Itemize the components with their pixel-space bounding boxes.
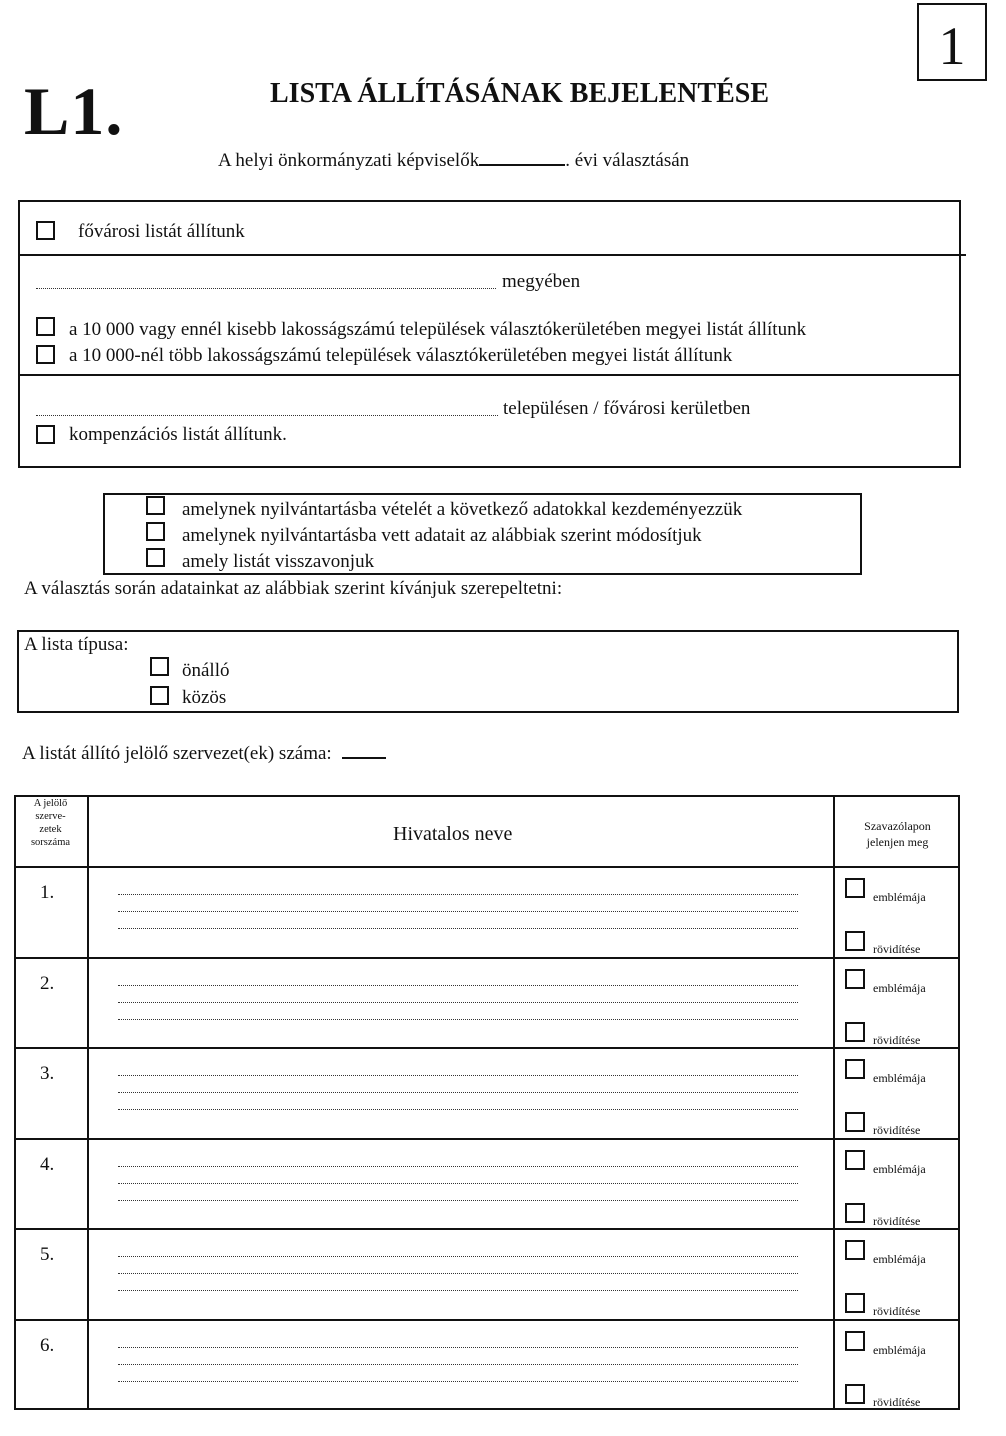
emblem-checkbox[interactable] <box>845 1331 865 1351</box>
row-number: 4. <box>40 1153 55 1175</box>
settlement-name-field[interactable] <box>36 415 498 416</box>
abbreviation-label: rövidítése <box>873 942 921 956</box>
official-name-line[interactable] <box>118 1092 798 1093</box>
official-name-line[interactable] <box>118 1364 798 1365</box>
compensation-label: kompenzációs listát állítunk. <box>69 424 287 445</box>
abbreviation-checkbox[interactable] <box>845 1112 865 1132</box>
modify-label: amelynek nyilvántartásba vett adatait az alábbiak szerint módosítjuk <box>182 525 702 546</box>
table-row-divider <box>14 1138 960 1140</box>
abbreviation-label: rövidítése <box>873 1213 921 1228</box>
page-number: 1 <box>938 16 966 76</box>
abbreviation-label: rövidítése <box>873 1032 921 1047</box>
official-name-line[interactable] <box>118 1290 798 1291</box>
table-row-divider <box>14 1228 960 1230</box>
official-name-line[interactable] <box>118 1002 798 1003</box>
row-number: 3. <box>40 1063 55 1084</box>
table-row-divider <box>14 957 960 959</box>
row-number: 1. <box>40 882 55 903</box>
withdraw-checkbox[interactable] <box>146 548 165 567</box>
divider-1 <box>18 254 966 256</box>
official-name-line[interactable] <box>118 1381 798 1382</box>
org-count-field[interactable] <box>342 745 386 759</box>
official-name-line[interactable] <box>118 1200 798 1201</box>
register-label: amelynek nyilvántartásba vételét a következő adatokkal kezdeményezzük <box>182 499 743 520</box>
abbreviation-checkbox[interactable] <box>845 1203 865 1223</box>
table-row-divider <box>14 1319 960 1321</box>
withdraw-label: amely listát visszavonjuk <box>182 551 375 572</box>
table-row-divider <box>14 1047 960 1049</box>
official-name-line[interactable] <box>118 911 798 912</box>
abbreviation-label: rövidítése <box>873 1394 921 1409</box>
election-subtitle <box>218 150 689 172</box>
abbreviation-checkbox[interactable] <box>845 1022 865 1042</box>
emblem-checkbox[interactable] <box>845 1059 865 1079</box>
emblem-label: emblémája <box>873 890 926 904</box>
emblem-checkbox[interactable] <box>845 1150 865 1170</box>
subtitle-prefix: A helyi önkormányzati képviselők <box>218 150 480 171</box>
official-name-line[interactable] <box>118 1273 798 1274</box>
register-checkbox[interactable] <box>146 496 165 515</box>
independent-checkbox[interactable] <box>150 657 169 676</box>
emblem-checkbox[interactable] <box>845 969 865 989</box>
capital-list-label: fővárosi listát állítunk <box>78 221 245 242</box>
county-large-label: a 10 000-nél több lakosságszámú települések választókerületében megyei listát állítunk <box>69 345 733 366</box>
row-number: 6. <box>40 1334 55 1356</box>
row-number: 2. <box>40 972 55 994</box>
list-type-label: A lista típusa: <box>24 634 129 655</box>
official-name-line[interactable] <box>118 1109 798 1110</box>
official-name-line[interactable] <box>118 1019 798 1020</box>
official-name-line[interactable] <box>118 1347 798 1348</box>
col-number-header: A jelölő szerve- zetek sorszáma <box>30 798 71 848</box>
abbreviation-checkbox[interactable] <box>845 1293 865 1313</box>
col-display-header: Szavazólapon jelenjen meg <box>864 819 931 849</box>
emblem-label: emblémája <box>873 1071 926 1085</box>
page-number-box <box>917 3 987 81</box>
subtitle-suffix: . évi választásán <box>565 150 690 171</box>
emblem-label: emblémája <box>873 980 926 995</box>
table-header-divider <box>14 866 960 868</box>
page-title: LISTA ÁLLÍTÁSÁNAK BEJELENTÉSE <box>270 78 769 109</box>
abbreviation-checkbox[interactable] <box>845 931 865 951</box>
emblem-checkbox[interactable] <box>845 1240 865 1260</box>
emblem-label: emblémája <box>873 1161 926 1176</box>
official-name-line[interactable] <box>118 894 798 895</box>
emblem-label: emblémája <box>873 1252 926 1266</box>
election-year-field[interactable] <box>479 150 565 166</box>
form-code: L1. <box>24 73 124 149</box>
abbreviation-label: rövidítése <box>873 1304 921 1318</box>
county-small-label: a 10 000 vagy ennél kisebb lakosságszámú települések választókerületében megyei listát állítunk <box>69 319 807 340</box>
official-name-line[interactable] <box>118 928 798 929</box>
display-intro: A választás során adatainkat az alábbiak szerint kívánjuk szerepeltetni: <box>24 578 563 599</box>
official-name-line[interactable] <box>118 1256 798 1257</box>
emblem-label: emblémája <box>873 1342 926 1357</box>
official-name-line[interactable] <box>118 1075 798 1076</box>
independent-label: önálló <box>182 660 230 681</box>
row-number: 5. <box>40 1244 55 1265</box>
compensation-checkbox[interactable] <box>36 425 55 444</box>
joint-checkbox[interactable] <box>150 686 169 705</box>
county-small-checkbox[interactable] <box>36 317 55 336</box>
abbreviation-checkbox[interactable] <box>845 1384 865 1404</box>
org-count-text: A listát állító jelölő szervezet(ek) száma: <box>22 743 332 764</box>
official-name-line[interactable] <box>118 1183 798 1184</box>
county-suffix: megyében <box>502 271 581 292</box>
capital-list-checkbox[interactable] <box>36 221 55 240</box>
abbreviation-label: rövidítése <box>873 1123 921 1137</box>
emblem-checkbox[interactable] <box>845 878 865 898</box>
official-name-line[interactable] <box>118 1166 798 1167</box>
joint-label: közös <box>182 687 227 708</box>
col-name-header: Hivatalos neve <box>393 823 513 845</box>
county-large-checkbox[interactable] <box>36 345 55 364</box>
settlement-suffix: településen / fővárosi kerületben <box>503 398 751 419</box>
org-count-label <box>22 743 386 765</box>
modify-checkbox[interactable] <box>146 522 165 541</box>
county-name-field[interactable] <box>36 288 496 289</box>
official-name-line[interactable] <box>118 985 798 986</box>
divider-2 <box>18 374 961 376</box>
